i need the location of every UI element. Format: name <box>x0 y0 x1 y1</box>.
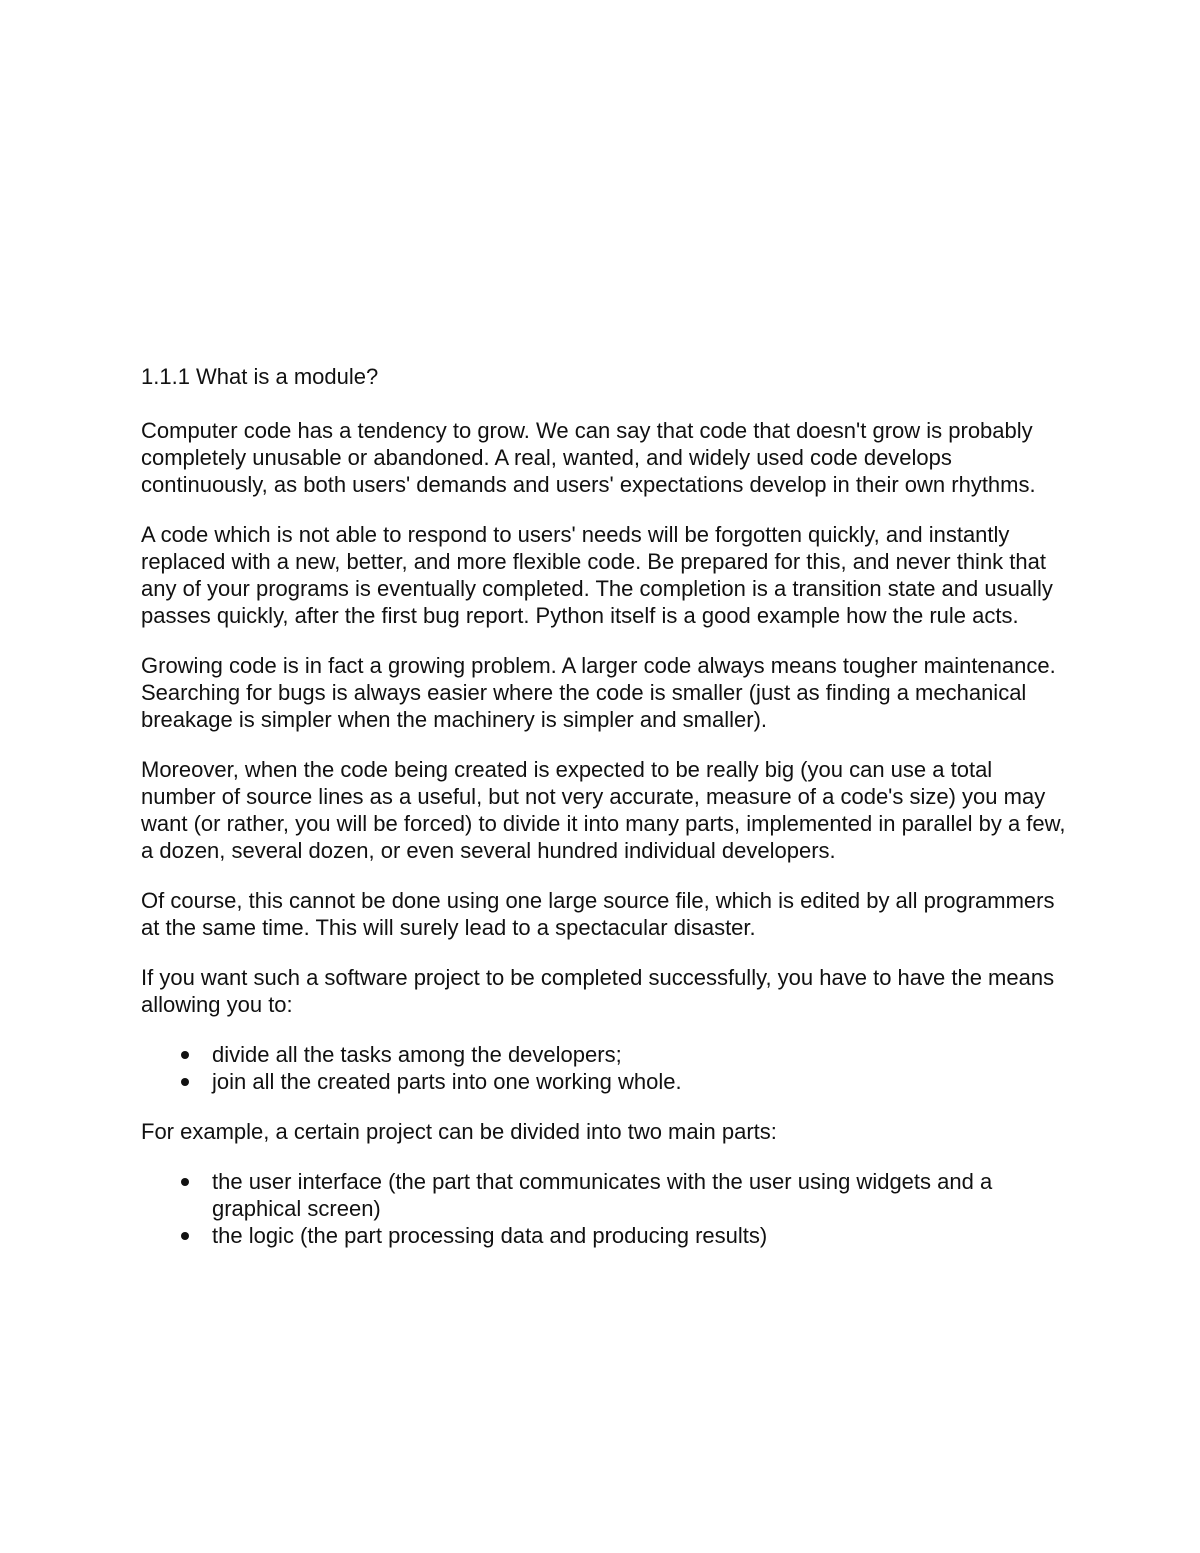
paragraph-7: For example, a certain project can be divided into two main parts: <box>141 1119 777 1144</box>
list-item-text: the logic (the part processing data and producing results) <box>212 1223 768 1248</box>
paragraph-3: Growing code is in fact a growing problem. A larger code always means tougher maintenance. Searching for bugs is always easier where the code is smaller (just as finding a mechanical breakage is simpler when the machinery is simpler and smaller). <box>141 653 1056 732</box>
section-heading: 1.1.1 What is a module? <box>141 364 379 389</box>
bullet-list-tasks <box>141 1041 1071 1095</box>
paragraph-5: Of course, this cannot be done using one large source file, which is edited by all programmers at the same time. This will surely lead to a spectacular disaster. <box>141 888 1055 940</box>
bullet-icon <box>181 1178 189 1186</box>
paragraph-4: Moreover, when the code being created is expected to be really big (you can use a total number of source lines as a useful, but not very accurate, measure of a code's size) you may want (or rather, you will be forced) to divide it into many parts, implemented in parallel by a few, a dozen, several dozen, or even several hundred individual developers. <box>141 757 1066 863</box>
bullet-list-parts <box>141 1168 1071 1249</box>
list-item <box>141 1168 1071 1222</box>
list-item <box>141 1222 1071 1249</box>
list-item <box>141 1068 1071 1095</box>
list-item-text: join all the created parts into one working whole. <box>212 1069 682 1094</box>
list-item-text: divide all the tasks among the developers; <box>212 1042 622 1067</box>
paragraph-2: A code which is not able to respond to users' needs will be forgotten quickly, and instantly replaced with a new, better, and more flexible code. Be prepared for this, and never think that any of your programs is eventually completed. The completion is a transition state and usually passes quickly, after the first bug report. Python itself is a good example how the rule acts. <box>141 522 1053 628</box>
bullet-icon <box>181 1051 189 1059</box>
list-item-text: the user interface (the part that communicates with the user using widgets and a graphical screen) <box>212 1169 993 1221</box>
document-body <box>141 363 1071 1272</box>
paragraph-1: Computer code has a tendency to grow. We can say that code that doesn't grow is probably completely unusable or abandoned. A real, wanted, and widely used code develops continuously, as both users' demands and users' expectations develop in their own rhythms. <box>141 418 1036 497</box>
bullet-icon <box>181 1078 189 1086</box>
bullet-icon <box>181 1232 189 1240</box>
paragraph-6: If you want such a software project to be completed successfully, you have to have the means allowing you to: <box>141 965 1055 1017</box>
list-item <box>141 1041 1071 1068</box>
